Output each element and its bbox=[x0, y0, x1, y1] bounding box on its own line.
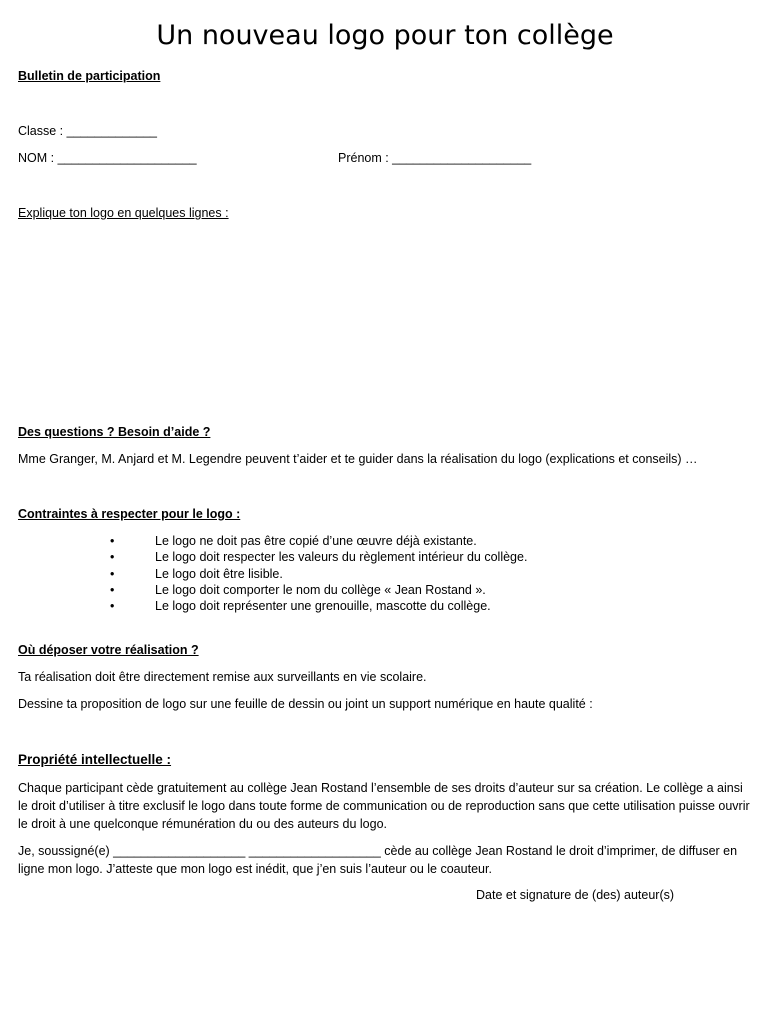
questions-heading: Des questions ? Besoin d’aide ? bbox=[18, 425, 211, 439]
bullet-marker: • bbox=[110, 534, 115, 548]
prenom-field[interactable]: Prénom : ____________________ bbox=[338, 151, 532, 165]
signature-label: Date et signature de (des) auteur(s) bbox=[476, 888, 675, 902]
contraintes-heading: Contraintes à respecter pour le logo : bbox=[18, 507, 241, 521]
list-item-text: Le logo doit être lisible. bbox=[155, 566, 283, 581]
propriete-paragraph: Chaque participant cède gratuitement au collège Jean Rostand l’ensemble de ses droits d’auteur sur sa création. Le collège a ainsi le droit d’utiliser à titre exclusif le logo dans toute forme de communication ou de reproduction sans que cette utilisation puisse ouvrir le droit à une quelconque rémunération du ou des auteurs du logo. bbox=[18, 781, 750, 831]
declaration-paragraph: Je, soussigné(e) ___________________ ___________________ cède au collège Jean Rostand le droit d’imprimer, de diffuser en ligne mon logo. J’atteste que mon logo est inédit, que j’en suis l’auteur ou le coauteur. bbox=[18, 844, 738, 876]
bulletin-heading: Bulletin de participation bbox=[18, 69, 161, 83]
bullet-marker: • bbox=[110, 550, 115, 565]
deposer-line-2: Dessine ta proposition de logo sur une feuille de dessin ou joint un support numérique en haute qualité : bbox=[18, 697, 593, 711]
page-title: Un nouveau logo pour ton collège bbox=[156, 20, 614, 51]
bullet-marker: • bbox=[110, 582, 115, 597]
deposer-line-1: Ta réalisation doit être directement remise aux surveillants en vie scolaire. bbox=[18, 670, 427, 684]
propriete-heading: Propriété intellectuelle : bbox=[18, 752, 172, 767]
bullet-marker: • bbox=[110, 599, 115, 614]
list-item-text: Le logo doit représenter une grenouille, mascotte du collège. bbox=[155, 599, 491, 614]
deposer-heading: Où déposer votre réalisation ? bbox=[18, 643, 199, 657]
bullet-marker: • bbox=[110, 566, 115, 581]
list-item-text: Le logo ne doit pas être copié d’une œuvre déjà existante. bbox=[155, 534, 477, 548]
nom-field[interactable]: NOM : ____________________ bbox=[18, 151, 197, 165]
classe-field[interactable]: Classe : _____________ bbox=[18, 124, 158, 138]
questions-text: Mme Granger, M. Anjard et M. Legendre peuvent t’aider et te guider dans la réalisation du logo (explications et conseils) … bbox=[18, 452, 698, 466]
list-item-text: Le logo doit respecter les valeurs du règlement intérieur du collège. bbox=[155, 550, 528, 565]
list-item-text: Le logo doit comporter le nom du collège « Jean Rostand ». bbox=[155, 582, 486, 597]
explique-label: Explique ton logo en quelques lignes : bbox=[18, 206, 229, 220]
